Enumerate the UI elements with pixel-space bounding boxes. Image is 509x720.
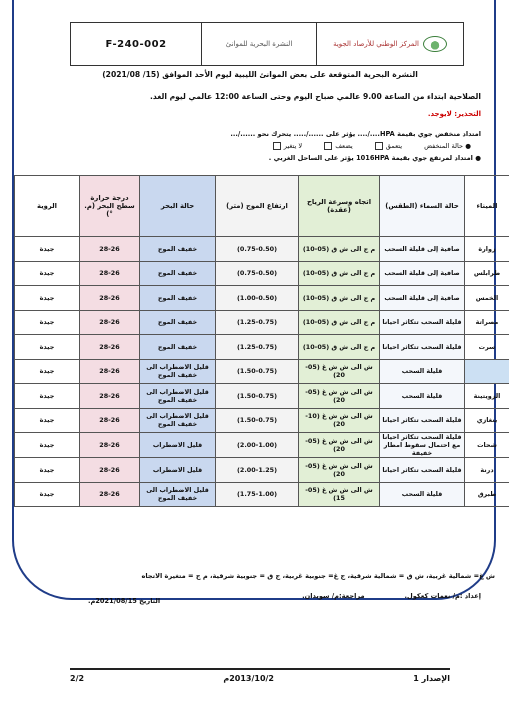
cell-port: الزويتينة: [465, 384, 509, 409]
cell-sea: خفيف الموج: [140, 335, 216, 360]
table-header-row: [15, 176, 509, 237]
cell-temp: 28-26: [80, 310, 140, 335]
cell-temp: 28-26: [80, 458, 140, 483]
cell-port: بنغازي: [465, 408, 509, 433]
checkbox-icon: [375, 142, 383, 150]
cell-sky: صافية إلى قليلة السحب: [380, 261, 465, 286]
cell-wind: ش الى ش ش غ (05-15): [299, 482, 380, 507]
header-temp: درجة حرارة سطح البحر (م.°): [80, 176, 140, 237]
cell-vis: جيدة: [15, 384, 80, 409]
cell-vis: جيدة: [15, 237, 80, 262]
cell-wind: ش الى ش ش غ (05-20): [299, 458, 380, 483]
form-code: F-240-002: [105, 38, 167, 50]
cell-sea: قليل الاضطراب الى خفيف الموج: [140, 482, 216, 507]
cell-sea: خفيف الموج: [140, 310, 216, 335]
cell-wind: م ج الى ش ق (05-10): [299, 310, 380, 335]
cell-sea: خفيف الموج: [140, 286, 216, 311]
cell-wave: (1.50-0.75): [216, 359, 299, 384]
cell-temp: 28-26: [80, 433, 140, 458]
reviewed-by: مراجعة:م/ سويدان.: [302, 592, 365, 600]
table-row: [15, 384, 509, 409]
cell-vis: جيدة: [15, 359, 80, 384]
bulletin-title: النشرة البحرية المتوقعة على بعض الموانئ الليبية ليوم الأحد الموافق (15/ 2021/08): [102, 70, 418, 79]
cell-wind: ش الى ش ش غ (05-20): [299, 384, 380, 409]
warning-label: التحذير: لايوجد.: [427, 110, 481, 118]
cell-wind: م ج الى ش ق (05-10): [299, 286, 380, 311]
cell-sky: صافية إلى قليلة السحب: [380, 286, 465, 311]
checkbox-icon: [324, 142, 332, 150]
low-state-row: [41, 140, 481, 152]
issue-date: التاريخ 2021/08/15م.: [88, 597, 161, 605]
cell-sky: صافية إلى قليلة السحب: [380, 237, 465, 262]
cell-port: درنة: [465, 458, 509, 483]
cell-temp: 28-26: [80, 261, 140, 286]
validity-text: الصلاحية ابتداء من الساعة 9.00 عالمي صباح اليوم وحتى الساعة 12:00 عالمي ليوم الغد.: [149, 92, 481, 101]
table-row: [15, 261, 509, 286]
cell-wind: ش الى ش ش غ (05-20): [299, 359, 380, 384]
header-port: الميناء: [465, 176, 509, 237]
cell-sky: قليلة السحب تتكاثر احيانا: [380, 310, 465, 335]
cell-temp: 28-26: [80, 408, 140, 433]
header-sea: حالة البحر: [140, 176, 216, 237]
cell-vis: جيدة: [15, 335, 80, 360]
table-row: [15, 237, 509, 262]
cell-port: الخمس: [465, 286, 509, 311]
edition-date: 2013/10/2م: [223, 674, 274, 683]
table-row: [15, 310, 509, 335]
option-deepen: يتعمق: [375, 140, 402, 152]
cell-sea: خفيف الموج: [140, 261, 216, 286]
cell-wind: م ج الى ش ق (05-10): [299, 237, 380, 262]
cell-wave: (1.25-0.75): [216, 335, 299, 360]
cell-wind: ش الى ش ش غ (05-20): [299, 433, 380, 458]
checkbox-icon: [273, 142, 281, 150]
cell-wave: (1.00-0.50): [216, 286, 299, 311]
cell-sea: قليل الاضطراب الى خفيف الموج: [140, 384, 216, 409]
cell-sea: قليل الاضطراب الى خفيف الموج: [140, 359, 216, 384]
table-row: [15, 433, 509, 458]
cell-port: طبرق: [465, 482, 509, 507]
cell-sea: قليل الاضطراب: [140, 458, 216, 483]
document-title: النشرة البحرية للموانئ: [201, 23, 316, 65]
edition: الإصدار 1: [413, 674, 450, 683]
cell-sky: قليلة السحب: [380, 359, 465, 384]
synoptic-lines: [41, 128, 481, 164]
page-number: 2/2: [70, 674, 85, 683]
cell-port: زوارة: [465, 237, 509, 262]
organization-name: المركز الوطني للأرصاد الجوية: [333, 40, 419, 48]
header-visibility: الروية: [15, 176, 80, 237]
cell-wave: (1.75-1.00): [216, 482, 299, 507]
cell-wave: (1.50-0.75): [216, 384, 299, 409]
cell-temp: 28-26: [80, 286, 140, 311]
cell-vis: جيدة: [15, 433, 80, 458]
ncm-logo-icon: [423, 36, 447, 52]
table-row: [15, 482, 509, 507]
cell-vis: جيدة: [15, 458, 80, 483]
cell-vis: جيدة: [15, 286, 80, 311]
cell-sky: قليلة السحب تتكاثر احيانا مع احتمال سقوط امطار خفيفة: [380, 433, 465, 458]
prepared-by: إعداد :م/ نعمات كعكول.: [404, 592, 481, 600]
cell-sea: خفيف الموج: [140, 237, 216, 262]
organization-block: [316, 23, 463, 65]
table-row: [15, 286, 509, 311]
cell-wave: (1.25-0.75): [216, 310, 299, 335]
cell-sky: قليلة السحب تتكاثر احيانا: [380, 335, 465, 360]
low-pressure-line: امتداد منخفض جوي بقيمة HPA..../.... يؤثر على ....../..... يتحرك نحو ....../...: [230, 130, 481, 138]
footer-rule: [70, 668, 450, 670]
option-weaken: يضعف: [324, 140, 353, 152]
cell-wind: م ج الى ش ق (05-10): [299, 335, 380, 360]
cell-port: سرت: [465, 335, 509, 360]
bullet-low-state: ● حالة المنخفض: [424, 142, 471, 150]
cell-temp: 28-26: [80, 237, 140, 262]
cell-wave: (2.00-1.25): [216, 458, 299, 483]
header-wind: اتجاه وسرعة الرياح (عقدة): [299, 176, 380, 237]
table-row: [15, 408, 509, 433]
cell-wind: م ج الى ش ق (05-10): [299, 261, 380, 286]
cell-port: شحات: [465, 433, 509, 458]
cell-port: [465, 359, 509, 384]
table-row: [15, 359, 509, 384]
cell-wind: ش الى ش ش غ (10-20): [299, 408, 380, 433]
header-wave: ارتفاع الموج (متر): [216, 176, 299, 237]
header-sky: حالة السماء (الطقس): [380, 176, 465, 237]
cell-port: مصراتة: [465, 310, 509, 335]
cell-vis: جيدة: [15, 310, 80, 335]
cell-vis: جيدة: [15, 261, 80, 286]
cell-wave: (1.50-0.75): [216, 408, 299, 433]
cell-port: طرابلس: [465, 261, 509, 286]
forecast-table: [14, 175, 509, 507]
option-unchanged: لا يتغير: [273, 140, 303, 152]
cell-wave: (0.75-0.50): [216, 237, 299, 262]
cell-sky: قليلة السحب: [380, 482, 465, 507]
cell-sea: قليل الاضطراب الى خفيف الموج: [140, 408, 216, 433]
cell-vis: جيدة: [15, 408, 80, 433]
document-header: [70, 22, 464, 66]
cell-temp: 28-26: [80, 335, 140, 360]
cell-sea: قليل الاضطراب: [140, 433, 216, 458]
cell-temp: 28-26: [80, 384, 140, 409]
cell-wave: (0.75-0.50): [216, 261, 299, 286]
cell-temp: 28-26: [80, 482, 140, 507]
cell-wave: (2.00-1.00): [216, 433, 299, 458]
high-pressure-line: ● امتداد لمرتفع جوي بقيمة 1016HPA يؤثر على الساحل الغربي .: [268, 154, 481, 162]
cell-temp: 28-26: [80, 359, 140, 384]
table-row: [15, 335, 509, 360]
table-row: [15, 458, 509, 483]
page-footer: [70, 674, 450, 683]
cell-sky: قليلة السحب تتكاثر احيانا: [380, 408, 465, 433]
cell-sky: قليلة السحب تتكاثر احيانا: [380, 458, 465, 483]
direction-legend: ش غ= شمالية غربية، ش ق = شمالية شرقية، ج غ= جنوبية غربية، ج ق = جنوبية شرقية، م ج = متغيرة الاتجاه: [141, 572, 495, 580]
cell-vis: جيدة: [15, 482, 80, 507]
cell-sky: قليلة السحب: [380, 384, 465, 409]
